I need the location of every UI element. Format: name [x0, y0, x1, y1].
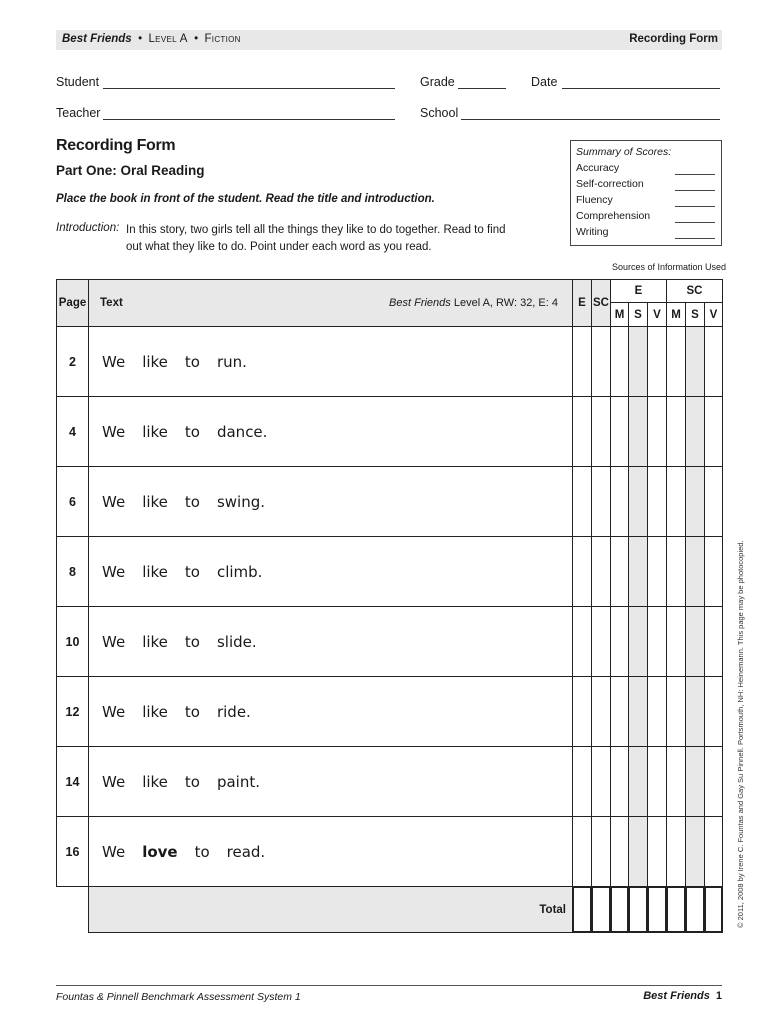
group-header-self-corrections	[666, 279, 723, 303]
student-label: Student	[56, 75, 100, 89]
text-word: to	[184, 422, 200, 441]
msv-entry-cell[interactable]	[628, 676, 648, 747]
page-number: 14	[65, 774, 80, 789]
text-word: love	[142, 842, 178, 861]
introduction-label: Introduction:	[56, 222, 120, 234]
msv-entry-cell[interactable]	[610, 466, 629, 537]
column-header-errors-label: E	[578, 297, 586, 309]
msv-entry-cell[interactable]	[704, 396, 723, 467]
footer-page-number: 1	[715, 990, 722, 1002]
page-number-cell	[56, 466, 89, 537]
total-msv-cell[interactable]	[610, 886, 629, 933]
running-words-note	[389, 297, 558, 309]
page-number-cell	[56, 606, 89, 677]
msv-entry-cell[interactable]	[685, 606, 705, 677]
page-number-cell	[56, 326, 89, 397]
header-form-name: Recording Form	[629, 33, 718, 45]
header-separator: •	[194, 33, 199, 45]
msv-entry-cell[interactable]	[647, 676, 667, 747]
teacher-field[interactable]	[103, 119, 395, 120]
page-number-cell	[56, 396, 89, 467]
sources-of-information-label: Sources of Information Used	[612, 262, 727, 272]
self-corrections-entry-cell[interactable]	[591, 816, 611, 887]
text-cell	[88, 746, 573, 817]
msv-entry-cell[interactable]	[628, 746, 648, 817]
msv-header-label: S	[634, 308, 642, 321]
msv-entry-cell[interactable]	[647, 606, 667, 677]
date-label: Date	[531, 75, 558, 89]
msv-entry-cell[interactable]	[647, 326, 667, 397]
column-header-page-label: Page	[58, 297, 87, 309]
msv-entry-cell[interactable]	[704, 326, 723, 397]
page-number: 16	[65, 844, 80, 859]
msv-entry-cell[interactable]	[685, 746, 705, 817]
page-number-cell	[56, 536, 89, 607]
msv-entry-cell[interactable]	[685, 466, 705, 537]
summary-item-comprehension: Comprehension	[576, 210, 651, 222]
errors-entry-cell[interactable]	[572, 326, 592, 397]
text-word: like	[142, 772, 168, 791]
text-word: dance.	[216, 422, 268, 441]
text-word: like	[142, 632, 168, 651]
msv-entry-cell[interactable]	[628, 326, 648, 397]
msv-header-label: V	[709, 308, 718, 321]
msv-entry-cell[interactable]	[628, 466, 648, 537]
msv-entry-cell[interactable]	[666, 326, 686, 397]
self-corrections-entry-cell[interactable]	[591, 396, 611, 467]
msv-entry-cell[interactable]	[610, 676, 629, 747]
header-level: Level A	[148, 33, 188, 45]
self-corrections-entry-cell[interactable]	[591, 536, 611, 607]
summary-item-accuracy: Accuracy	[576, 162, 620, 174]
column-header-self-corrections-label: SC	[593, 297, 609, 309]
text-word: We	[102, 492, 126, 511]
header-separator: •	[138, 33, 143, 45]
errors-entry-cell[interactable]	[572, 606, 592, 677]
self-corrections-entry-cell[interactable]	[591, 746, 611, 817]
page-number: 10	[65, 634, 80, 649]
text-cell	[88, 536, 573, 607]
msv-entry-cell[interactable]	[685, 396, 705, 467]
msv-entry-cell[interactable]	[666, 816, 686, 887]
summary-item-fluency: Fluency	[576, 194, 613, 206]
footer-book-title: Best Friends	[643, 990, 710, 1002]
msv-header-label: V	[653, 308, 661, 321]
text-cell	[88, 816, 573, 887]
total-self-corrections-cell[interactable]	[591, 886, 611, 933]
msv-entry-cell[interactable]	[666, 746, 686, 817]
teacher-label: Teacher	[56, 106, 101, 120]
text-cell	[88, 326, 573, 397]
msv-header-label: M	[614, 308, 625, 321]
page-number: 12	[65, 704, 80, 719]
msv-entry-cell[interactable]	[685, 816, 705, 887]
msv-entry-cell[interactable]	[704, 606, 723, 677]
msv-entry-cell[interactable]	[610, 606, 629, 677]
msv-entry-cell[interactable]	[628, 606, 648, 677]
msv-header-label: M	[671, 308, 681, 321]
msv-entry-cell[interactable]	[610, 746, 629, 817]
group-header-errors-label: E	[634, 285, 643, 297]
msv-entry-cell[interactable]	[685, 536, 705, 607]
grade-label: Grade	[420, 75, 455, 89]
msv-header-s	[628, 302, 648, 327]
msv-entry-cell[interactable]	[704, 676, 723, 747]
msv-entry-cell[interactable]	[685, 326, 705, 397]
msv-entry-cell[interactable]	[666, 536, 686, 607]
text-word: We	[102, 562, 126, 581]
text-word: read.	[226, 842, 266, 861]
msv-entry-cell[interactable]	[666, 396, 686, 467]
errors-entry-cell[interactable]	[572, 396, 592, 467]
text-word: to	[184, 562, 200, 581]
msv-entry-cell[interactable]	[610, 326, 629, 397]
msv-entry-cell[interactable]	[647, 396, 667, 467]
msv-header-v	[704, 302, 723, 327]
text-word: to	[184, 492, 200, 511]
column-header-errors	[572, 279, 592, 327]
total-errors-cell[interactable]	[572, 886, 592, 933]
msv-entry-cell[interactable]	[685, 676, 705, 747]
msv-entry-cell[interactable]	[704, 536, 723, 607]
page-number: 8	[69, 564, 76, 579]
msv-entry-cell[interactable]	[628, 816, 648, 887]
text-word: We	[102, 632, 126, 651]
text-word: like	[142, 702, 168, 721]
errors-entry-cell[interactable]	[572, 816, 592, 887]
student-field[interactable]	[103, 88, 395, 89]
group-header-errors	[610, 279, 667, 303]
text-word: We	[102, 772, 126, 791]
text-word: We	[102, 352, 126, 371]
header-genre: Fiction	[204, 33, 241, 45]
text-word: like	[142, 562, 168, 581]
msv-entry-cell[interactable]	[647, 536, 667, 607]
msv-entry-cell[interactable]	[666, 606, 686, 677]
errors-entry-cell[interactable]	[572, 746, 592, 817]
column-header-text	[88, 279, 573, 327]
text-word: to	[194, 842, 210, 861]
text-cell	[88, 606, 573, 677]
text-cell	[88, 396, 573, 467]
msv-entry-cell[interactable]	[666, 466, 686, 537]
msv-entry-cell[interactable]	[610, 536, 629, 607]
text-word: like	[142, 352, 168, 371]
text-cell	[88, 466, 573, 537]
total-label: Total	[539, 903, 566, 916]
msv-entry-cell[interactable]	[704, 466, 723, 537]
msv-entry-cell[interactable]	[647, 466, 667, 537]
copyright-notice: © 2011, 2008 by Irene C. Fountas and Gay Su Pinnell. Portsmouth, NH: Heinemann. This page may be photocopied.	[736, 540, 745, 928]
text-word: paint.	[216, 772, 261, 791]
total-msv-cell[interactable]	[647, 886, 667, 933]
summary-title: Summary of Scores:	[576, 146, 672, 158]
msv-header-s	[685, 302, 705, 327]
self-corrections-entry-cell[interactable]	[591, 466, 611, 537]
text-word: like	[142, 492, 168, 511]
msv-header-m	[610, 302, 629, 327]
section-title: Part One: Oral Reading	[56, 163, 205, 178]
total-msv-cell[interactable]	[628, 886, 648, 933]
msv-entry-cell[interactable]	[610, 396, 629, 467]
errors-entry-cell[interactable]	[572, 536, 592, 607]
school-label: School	[420, 106, 459, 120]
running-words-info: Level A, RW: 32, E: 4	[450, 297, 558, 309]
summary-item-writing: Writing	[576, 226, 609, 238]
msv-entry-cell[interactable]	[628, 536, 648, 607]
text-word: slide.	[216, 632, 257, 651]
school-field[interactable]	[461, 119, 720, 120]
footer-series-title: Fountas & Pinnell Benchmark Assessment System 1	[56, 991, 301, 1003]
comprehension-field[interactable]	[675, 222, 715, 223]
accuracy-field[interactable]	[675, 174, 715, 175]
msv-entry-cell[interactable]	[666, 676, 686, 747]
introduction-text: In this story, two girls tell all the things they like to do together. Read to find out what they like to do. Point under each word as you read.	[126, 224, 506, 253]
text-word: run.	[216, 352, 247, 371]
errors-entry-cell[interactable]	[572, 676, 592, 747]
column-header-page	[56, 279, 89, 327]
page-number-cell	[56, 816, 89, 887]
msv-header-label: S	[691, 308, 699, 321]
summary-item-self-correction: Self-correction	[576, 178, 644, 190]
page-number: 4	[69, 424, 76, 439]
total-label-cell	[88, 886, 573, 933]
text-word: like	[142, 422, 168, 441]
msv-entry-cell[interactable]	[628, 396, 648, 467]
text-word: climb.	[216, 562, 263, 581]
text-word: We	[102, 702, 126, 721]
self-corrections-entry-cell[interactable]	[591, 676, 611, 747]
msv-entry-cell[interactable]	[704, 746, 723, 817]
total-msv-cell[interactable]	[666, 886, 686, 933]
text-word: ride.	[216, 702, 251, 721]
text-word: to	[184, 632, 200, 651]
instruction-text: Place the book in front of the student. Read the title and introduction.	[56, 193, 435, 205]
msv-entry-cell[interactable]	[610, 816, 629, 887]
msv-entry-cell[interactable]	[647, 746, 667, 817]
page-number-cell	[56, 746, 89, 817]
msv-header-m	[666, 302, 686, 327]
header-book-title: Best Friends	[62, 33, 132, 45]
footer-rule	[56, 985, 722, 986]
text-word: to	[184, 702, 200, 721]
self-corrections-entry-cell[interactable]	[591, 606, 611, 677]
grade-field[interactable]	[458, 88, 506, 89]
running-words-book-title: Best Friends	[389, 297, 451, 309]
msv-header-v	[647, 302, 667, 327]
writing-field[interactable]	[675, 238, 715, 239]
self-corrections-entry-cell[interactable]	[591, 326, 611, 397]
total-msv-cell[interactable]	[685, 886, 705, 933]
msv-entry-cell[interactable]	[704, 816, 723, 887]
total-msv-cell[interactable]	[704, 886, 723, 933]
header-book-info	[62, 33, 241, 45]
page-number: 6	[69, 494, 76, 509]
text-word: swing.	[216, 492, 266, 511]
page-number: 2	[69, 354, 76, 369]
column-header-self-corrections	[591, 279, 611, 327]
page-title: Recording Form	[56, 137, 176, 154]
text-word: We	[102, 422, 126, 441]
column-header-text-label: Text	[100, 297, 123, 309]
group-header-self-corrections-label: SC	[686, 285, 703, 297]
fluency-field[interactable]	[675, 206, 715, 207]
self-correction-field[interactable]	[675, 190, 715, 191]
text-cell	[88, 676, 573, 747]
text-word: We	[102, 842, 126, 861]
msv-entry-cell[interactable]	[647, 816, 667, 887]
errors-entry-cell[interactable]	[572, 466, 592, 537]
page-number-cell	[56, 676, 89, 747]
text-word: to	[184, 772, 200, 791]
text-word: to	[184, 352, 200, 371]
footer-book-page	[643, 990, 722, 1002]
date-field[interactable]	[562, 88, 720, 89]
